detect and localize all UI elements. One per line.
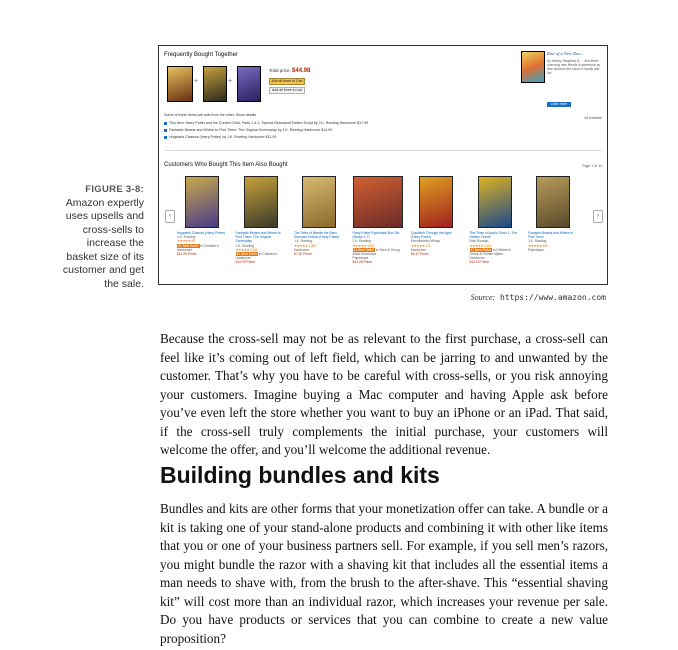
page-indicator: Page 1 of 14 [582,164,602,168]
product-author: Rick Riordan [469,239,489,244]
product-rating[interactable]: ★★★★★ 4,300 [352,243,375,248]
product-rating[interactable]: ★★★★★ 1,302 [235,247,258,252]
add-all-to-list-button[interactable]: Add all three to List [269,87,305,94]
product-rating[interactable]: ★★★★★ 1,383 [294,243,316,248]
caption-line: increase the [86,237,144,249]
caption-line: customer and get [62,264,144,276]
product-title[interactable]: Harry Potter Paperback Box Set (Books 1-7) [352,231,400,240]
product-price: $11.99 Prime [177,252,197,257]
product-title[interactable]: Fantastic Beasts and Where to Find Them [528,231,574,240]
carousel-product[interactable] [236,176,286,265]
product-format: Paperback [352,256,369,261]
product-author: Kennilworthy Whisp [411,239,440,244]
bundle-book-hogwarts-classics[interactable] [237,66,261,102]
product-author: J.K. Rowling [235,243,254,248]
product-title[interactable]: Hogwarts Classics (Harry Potter) [177,231,225,235]
bundle-book-fantastic-beasts[interactable] [203,66,227,102]
cb-title: Customers Who Bought This Item Also Bought [164,162,288,168]
section-heading: Building bundles and kits [160,462,440,488]
best-seller-badge: #1 Best Seller [470,247,492,252]
product-category: in Children's [200,243,219,248]
caption-line: the sale. [104,277,144,290]
body-paragraph-1: Because the cross-sell may not be as relevant to the first purchase, a cross-sell can feel like it’s coming out of left field, which can be jarring to and unwanted by the customer. That’s why you have to be careful with cross-sells, or you risk annoying your customers. Imagine buying a Mac computer and having Apple ask before you’ve even left the store whether you want to buy an iPhone or an iPad. That said, if the cross-sell truly complements the initial purchase, your customers will welcome the offer, and you’ll welcome the additional revenue. [160,331,608,457]
product-author: J.K. Rowling [352,239,371,244]
product-rating[interactable]: ★★★★★ 440 [528,243,548,248]
product-format: Hardcover [411,247,427,252]
product-cover[interactable] [536,176,570,228]
fbt-title: Frequently Bought Together [164,52,238,58]
total-label: Total price: [269,68,291,73]
product-price: $6.17 Prime [411,252,429,257]
total-price-area [269,68,310,74]
product-title[interactable]: The Trials of Apollo, Book 1: The Hidden Oracle [469,231,518,240]
best-seller-badge: #1 Best Seller [236,252,258,257]
total-price: $44.98 [292,68,311,74]
product-category: in Children's [258,252,277,257]
source-label: Source: [470,293,496,302]
figure-label: FIGURE 3-8: [85,184,144,195]
carousel-product[interactable] [353,176,403,265]
product-rating[interactable]: ★★★★★ 172 [411,243,431,248]
product-cover[interactable] [478,176,512,228]
caption-line: Amazon expertly [65,196,144,209]
product-format: Hardcover [294,247,310,252]
product-price: $44.28 Prime [352,260,373,265]
product-cover[interactable] [185,176,219,228]
ad-text: by Jeremy Haughton & ... Join these charming new friends in adventure as they discover the value of loyalty and fun [547,59,600,75]
section-divider [164,150,602,151]
ad-feedback-link[interactable]: Ad feedback [584,116,602,120]
body-paragraph-2: Bundles and kits are other forms that your monetization offer can take. A bundle or a kit is taking one of your stand-alone products and combining it with other like items that you or one of your business partners sell. For example, if you sell men’s razors, you might bundle the razor with a shaving kit that includes all the essential items a man needs to shave with, from the brush to the after-shave. This “essential shaving kit” will cost more than an individual razor, which increases your revenue per sale. Do you have products or services that you can combine to create a new value proposition? [160,501,608,646]
best-seller-badge: #1 Best Seller [178,243,199,248]
fbt-item-text: Fantastic Beasts and Where to Find Them: The Original Screenplay by J.K. Rowling Hardcover $14.99 [169,128,333,132]
fbt-item[interactable] [164,128,332,132]
ad-book-cover [521,51,545,83]
carousel-product[interactable] [411,176,461,256]
product-price: $14.99 Prime [235,260,256,265]
product-format: Hardcover [469,256,485,261]
bundle-book-cursed-child[interactable] [167,66,193,102]
product-author: J.K. Rowling [177,235,196,240]
fbt-item[interactable] [164,135,276,139]
product-format: Hardcover [235,256,251,261]
source-url[interactable]: https://www.amazon.com [500,293,606,302]
carousel-next-arrow[interactable]: › [593,210,603,223]
product-cover[interactable] [302,176,336,228]
best-seller-badge: #1 Best Seller [353,247,375,252]
fbt-item-text: This item: Harry Potter and the Cursed Child, Parts 1 & 2, Special Rehearsal Edition Script by J.K. Rowling Hardcover $17.99 [169,121,369,125]
ad-learn-more-button[interactable]: Learn more [547,102,571,107]
sponsored-ad[interactable] [521,49,603,111]
checkbox-icon[interactable] [164,122,167,125]
product-category: in Teen & Young Adult Humorous [352,247,400,257]
caption-line: cross-sells to [82,223,144,236]
product-title[interactable]: Fantastic Beasts and Where to Find Them: The Original Screenplay [235,231,281,244]
product-price: $12.19 Prime [469,260,490,265]
fbt-note: Some of these items are sold from the other. Show details [164,113,257,117]
carousel-product[interactable] [528,176,578,252]
plus-icon: + [194,78,199,85]
carousel-prev-arrow[interactable]: ‹ [165,210,175,223]
product-cover[interactable] [353,176,403,228]
checkbox-icon[interactable] [164,136,167,139]
carousel-product[interactable] [177,176,227,256]
product-author: J.K. Rowling [528,239,547,244]
product-cover[interactable] [244,176,278,228]
carousel-product[interactable] [294,176,344,256]
carousel-product[interactable] [470,176,520,265]
ad-title: Rise of a New Duo... [547,51,585,56]
product-category: in Children's Greek & Roman Myths [469,247,511,257]
product-format: Hardcover [177,247,193,252]
product-cover[interactable] [419,176,453,228]
product-format: Paperback [528,247,544,252]
product-author: J.K. Rowling [294,239,313,244]
fbt-item[interactable] [164,121,368,125]
product-title[interactable]: Quidditch Through the Ages (Harry Potter) [411,231,452,240]
caption-line: uses upsells and [65,210,144,222]
product-rating[interactable]: ★★★★★ 83 [177,239,195,244]
source-credit [471,293,606,302]
amazon-screenshot [158,45,608,285]
add-all-to-cart-button[interactable]: Add all three to Cart [269,78,305,85]
product-price: $7.62 Prime [294,252,312,257]
figure-caption [20,183,144,291]
plus-icon: + [228,78,233,85]
product-title[interactable]: The Tales of Beedle the Bard, Standard Edition (Harry Potter) [294,231,340,240]
product-rating[interactable]: ★★★★★ 1,030 [469,243,492,248]
caption-line: basket size of its [66,250,144,263]
checkbox-icon[interactable] [164,129,167,132]
fbt-item-text: Hogwarts Classics (Harry Potter) by J.K. Rowling Hardcover $11.99 [169,135,277,139]
